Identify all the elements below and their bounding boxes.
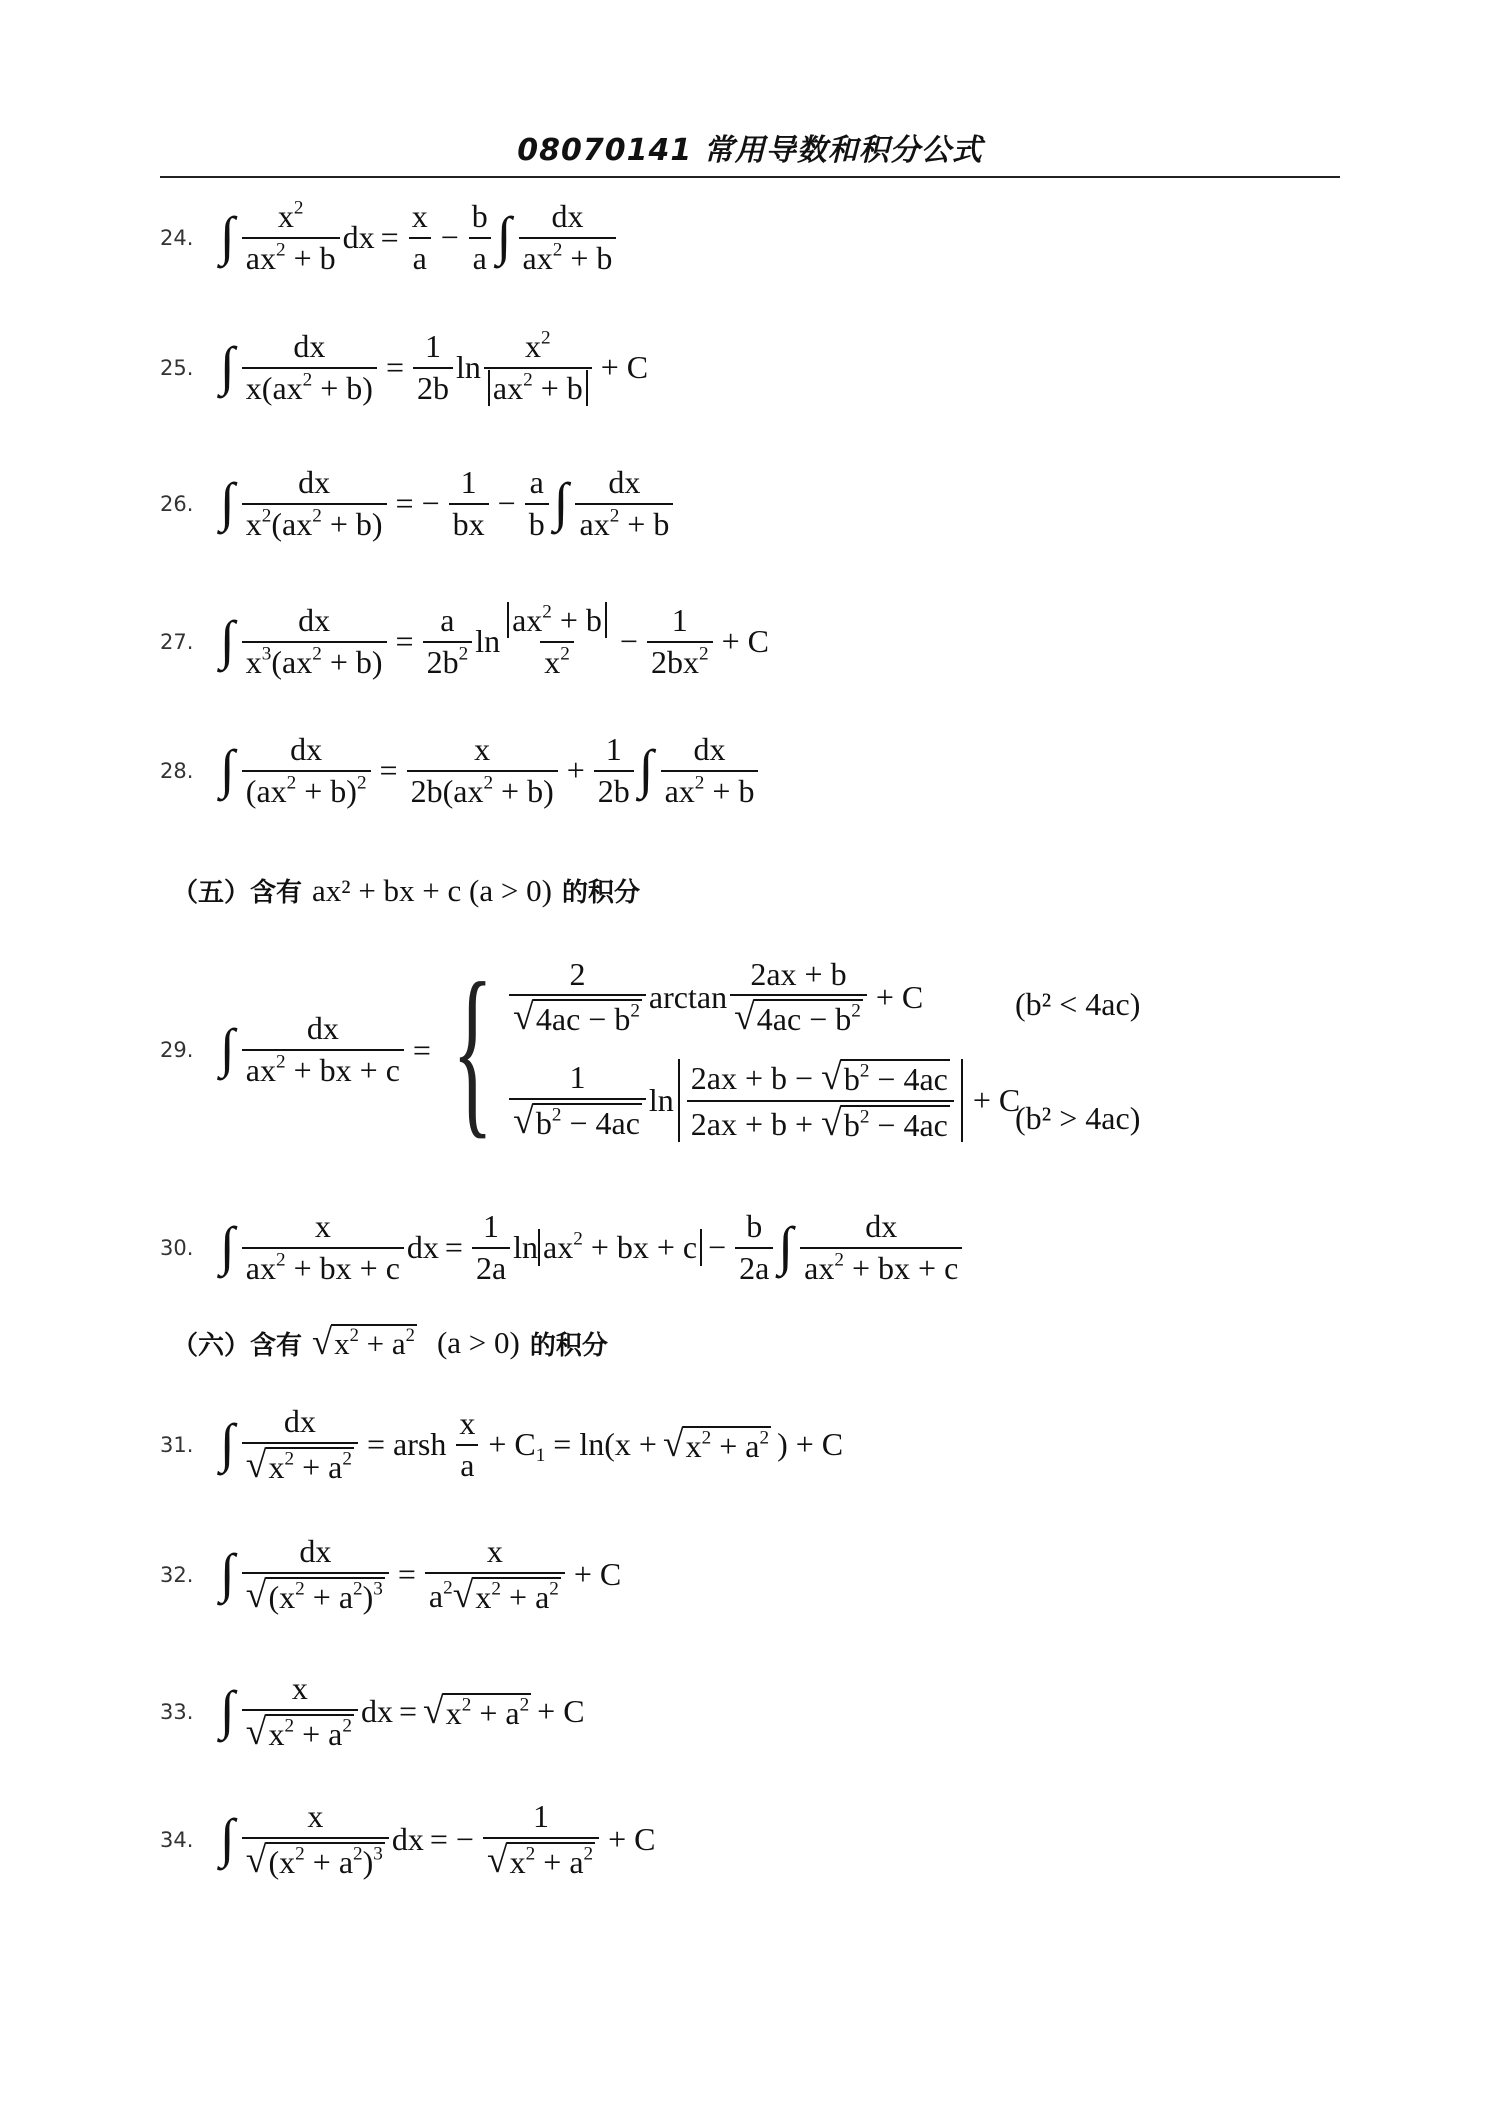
formula-number: 24.	[160, 225, 194, 250]
case-row-1: 2 √ $4ac - b^2$ arctan 2ax + b √ $4ac - b^2$ + C	[506, 958, 1026, 1037]
formula-25: 25. ∫ $\frac{dx}{x(ax^2 + b)}$ = $\frac{1}{2b}$ ln $\frac{x^2}{ax^2 + b}$ + C	[160, 327, 649, 406]
condition-2: (b² > 4ac)	[1015, 1100, 1141, 1136]
formula-number: 27.	[160, 629, 194, 654]
section-suffix: 的积分	[529, 1330, 608, 1361]
integral-sign: ∫	[220, 1542, 235, 1603]
integral-sign: ∫	[220, 205, 235, 266]
formula-33: 33. ∫ x √ $x^2 + a^2$ dx = √ $x^2 + a^2$ + C	[160, 1670, 585, 1753]
integral-sign: ∫	[220, 1807, 235, 1868]
formula-number: 34.	[160, 1827, 194, 1852]
integral-sign: ∫	[496, 205, 512, 266]
left-brace: {	[452, 945, 494, 1155]
integral-sign: ∫	[220, 738, 235, 799]
formula-24: 24. ∫ $\frac{x^2}{ax^2 + b}$ dx = $\frac{x}{a}$ − $\frac{b}{a}$ ∫ $\frac{dx}{ax^2 + b}$	[160, 200, 619, 275]
section-expression: ax² + bx + c (a > 0)	[312, 872, 552, 908]
page-title: 08070141 常用导数和积分公式	[517, 133, 983, 168]
integral-sign: ∫	[220, 1679, 235, 1740]
formula-32: 32. ∫ dx √ $(x^2 + a^2)^3$ = x $a^2$ √ $x^2 + a^2$ + C	[160, 1533, 622, 1616]
integral-sign: ∫	[220, 1215, 235, 1276]
formula-number: 32.	[160, 1562, 194, 1587]
section-suffix: 的积分	[561, 878, 640, 908]
integral-sign: ∫	[778, 1215, 794, 1276]
integral-sign: ∫	[638, 738, 654, 799]
condition-1: (b² < 4ac)	[1015, 986, 1141, 1022]
formula-30: 30. ∫ $\frac{x}{ax^2 + bx + c}$ dx = $\frac{1}{2a}$ ln $ax^2$ + bx + c − $\frac{b}{2a}$ ∫ $\frac{dx}{ax^2 + bx + c}$	[160, 1210, 965, 1285]
section-radical: √ $x^2 + a^2$	[312, 1321, 415, 1362]
formula-34: 34. ∫ x √ $(x^2 + a^2)^3$ dx = − 1 √ $x^2 + a^2$ + C	[160, 1798, 656, 1881]
section-heading-6	[172, 1321, 608, 1362]
formula-26: 26. ∫ $\frac{dx}{x^2(ax^2 + b)}$ = − $\frac{1}{bx}$ − $\frac{a}{b}$ ∫ $\frac{dx}{ax^2 + b}$	[160, 466, 676, 541]
formula-number: 28.	[160, 758, 194, 783]
formula-27: 27. ∫ $\frac{dx}{x^3(ax^2 + b)}$ = $\frac{a}{2b^2}$ ln $\frac{ax^2 + b}{x^2}$ − $\frac{1}{2bx^2}$ + C	[160, 601, 769, 680]
section-prefix: （五）含有	[172, 878, 303, 908]
formula-number: 33.	[160, 1699, 194, 1724]
section-expression: (a > 0)	[436, 1325, 520, 1360]
page-header	[160, 128, 1340, 178]
integral-sign: ∫	[220, 471, 235, 532]
formula-28: 28. ∫ $\frac{dx}{(ax^2 + b)^2}$ = $\frac{x}{2b(ax^2 + b)}$ + $\frac{1}{2b}$ ∫ $\frac{dx}{ax^2 + b}$	[160, 733, 761, 808]
formula-31: 31. ∫ dx √ $x^2 + a^2$ = arsh $\frac{x}{a}$ + $C_1 = \ln(x$ + √ $x^2 + a^2$ ) + C	[160, 1403, 844, 1486]
integral-sign: ∫	[220, 335, 235, 396]
case-row-2: 1 √ $b^2 - 4ac$ ln 2ax + b − √ $b^2 - 4ac$ 2ax + b + √ $b^2 - 4ac$ + C	[506, 1059, 1026, 1143]
formula-number: 31.	[160, 1432, 194, 1457]
formula-29: 29. ∫ $\frac{dx}{ax^2 + bx + c}$ = { 2 √ $4ac - b^2$ arctan 2ax + b √ $4ac - b^2$ + C 1 √ $b^2 - 4ac$ ln 2ax + b − √ $b^2 - 4ac$ 2ax + b + √ $b^2 - 4ac$ + C	[160, 955, 1026, 1145]
section-prefix: （六）含有	[172, 1330, 303, 1361]
integral-sign: ∫	[220, 1412, 235, 1473]
formula-number: 29.	[160, 1038, 194, 1062]
integral-sign: ∫	[220, 609, 235, 670]
section-heading-5	[172, 872, 640, 909]
formula-number: 30.	[160, 1235, 194, 1260]
formula-number: 25.	[160, 355, 194, 380]
formula-number: 26.	[160, 491, 194, 516]
integral-sign: ∫	[220, 1018, 235, 1078]
integral-sign: ∫	[553, 471, 569, 532]
